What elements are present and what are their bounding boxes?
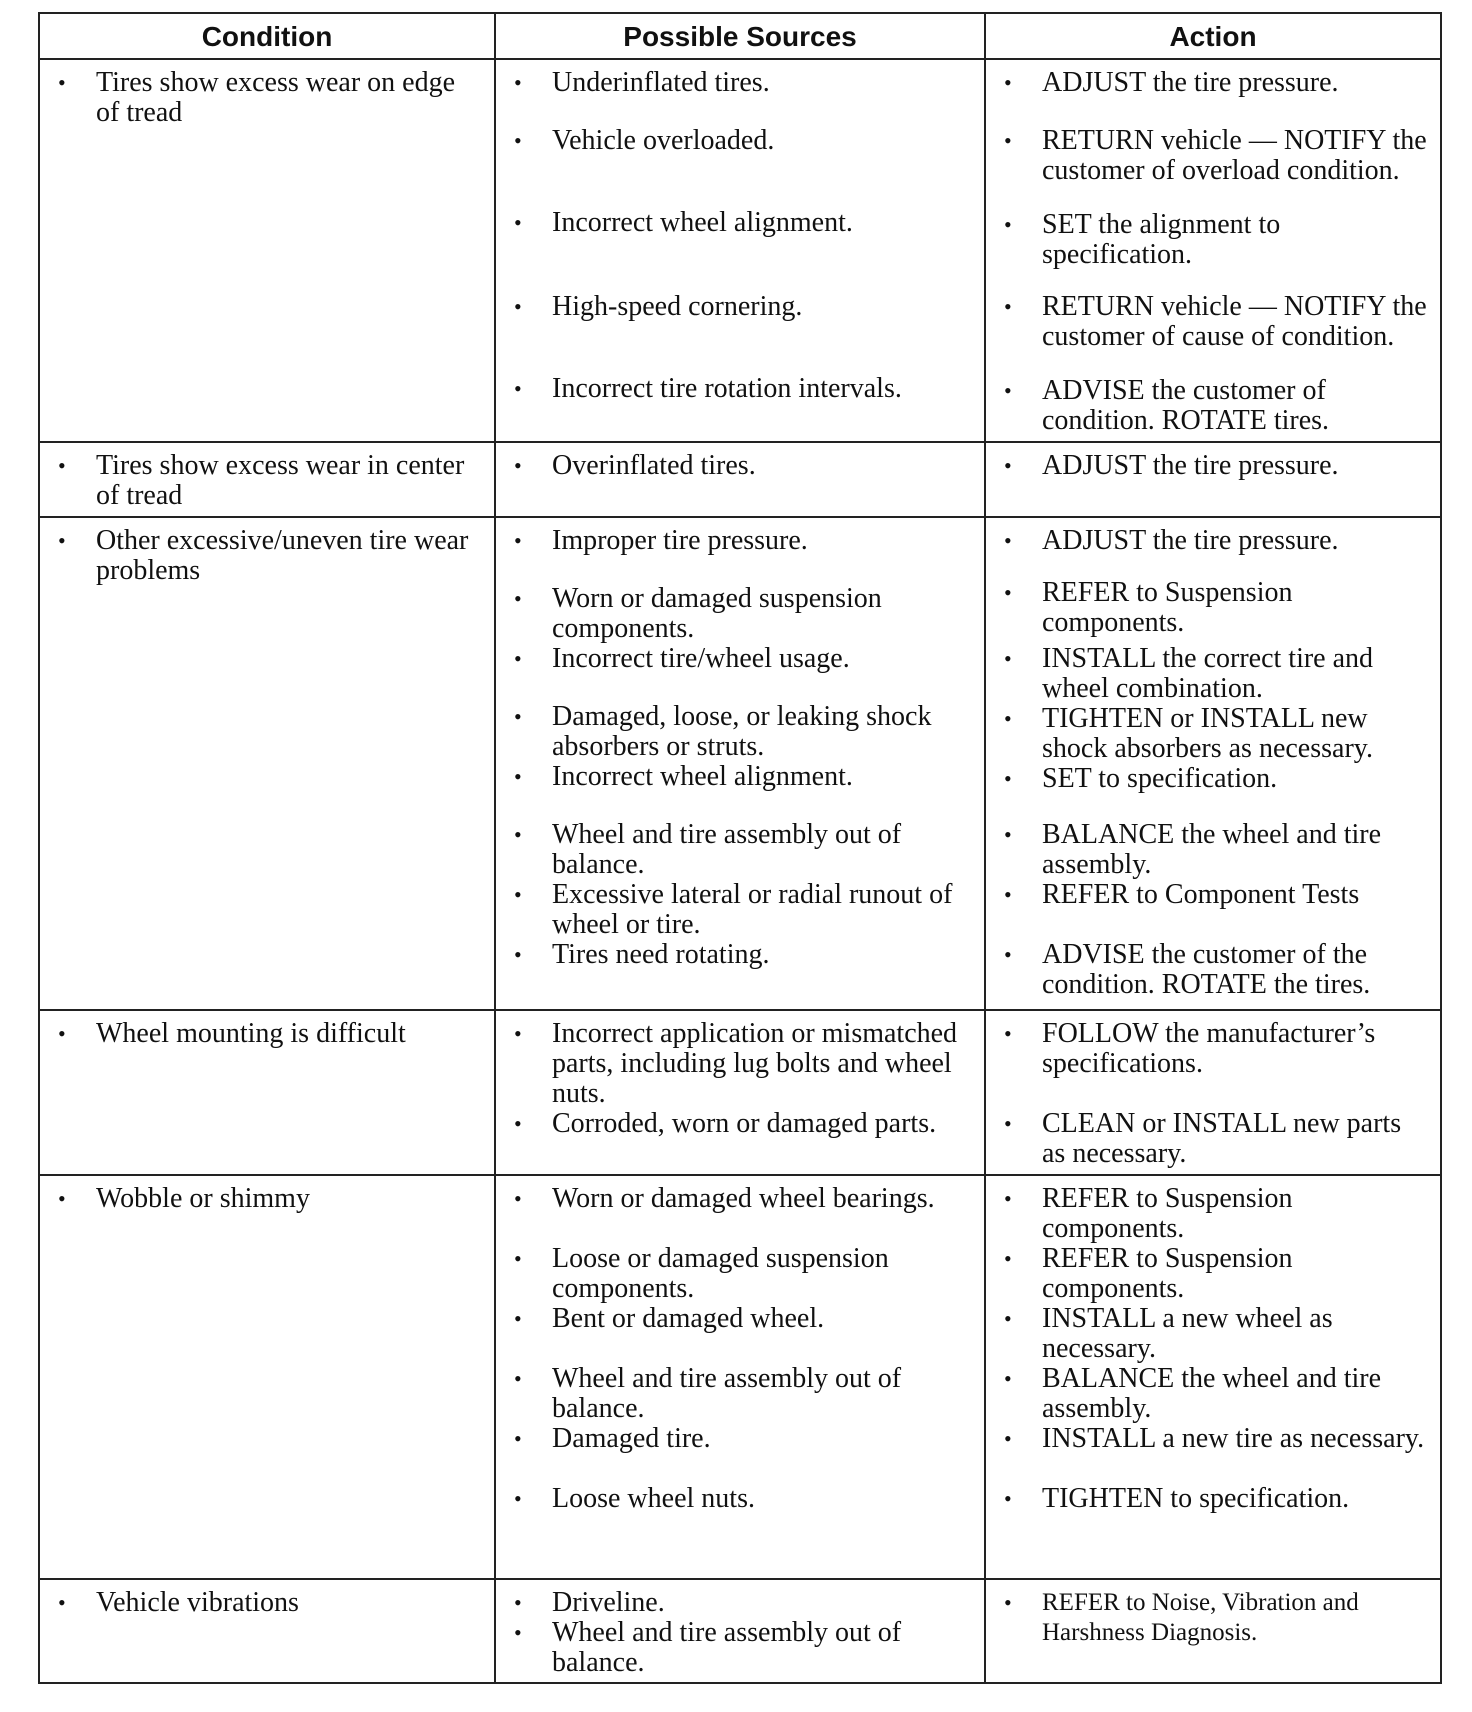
action-item: SET the alignment to specification. [1042,209,1281,270]
bullet-icon: • [58,1589,66,1615]
actions-cell [985,1175,1441,1578]
action-item: BALANCE the wheel and tire assembly. [1042,1363,1382,1425]
bullet-icon: • [514,376,522,401]
action-item: INSTALL a new tire as necessary. [1042,1423,1425,1455]
bullet-icon: • [514,1426,522,1452]
table-row [39,1010,1441,1175]
condition-cell [39,517,495,1011]
bullet-icon: • [1004,1021,1012,1047]
action-item: REFER to Suspension components. [1042,1183,1293,1245]
sources-cell [495,517,985,1011]
source-item: Incorrect wheel alignment. [552,760,853,792]
source-item: Damaged, loose, or leaking shock absorbers or struts. [552,700,932,762]
bullet-icon: • [1004,645,1012,671]
actions-cell [985,59,1441,442]
actions-cell [985,442,1441,516]
sources-cell [495,1579,985,1683]
action-item: INSTALL a new wheel as necessary. [1042,1303,1333,1365]
bullet-icon: • [1004,70,1012,95]
source-item: Loose or damaged suspension components. [552,1243,889,1305]
actions-cell [985,1010,1441,1175]
condition-cell [39,1175,495,1578]
bullet-icon: • [1004,821,1012,847]
bullet-icon: • [1004,212,1012,237]
table-row [39,517,1441,1011]
action-item: RETURN vehicle — NOTIFY the customer of overload condition. [1042,125,1427,186]
action-item: ADJUST the tire pressure. [1042,524,1339,556]
action-item: SET to specification. [1042,762,1278,794]
source-item: Wheel and tire assembly out of balance. [552,1363,902,1425]
bullet-icon: • [514,453,522,479]
source-item: Worn or damaged wheel bearings. [552,1183,935,1215]
header-action: Action [985,13,1441,59]
bullet-icon: • [58,527,66,553]
bullet-icon: • [1004,128,1012,153]
condition-text: Wobble or shimmy [96,1183,310,1215]
source-item: Incorrect application or mismatched parts, including lug bolts and wheel nuts. [552,1018,958,1110]
bullet-icon: • [1004,1486,1012,1512]
table-row [39,442,1441,516]
source-item: Underinflated tires. [552,67,770,98]
condition-text: Other excessive/uneven tire wear problems [96,524,469,586]
source-item: Incorrect tire rotation intervals. [552,373,902,404]
bullet-icon: • [514,585,522,611]
source-item: Incorrect tire/wheel usage. [552,642,850,674]
action-item: REFER to Noise, Vibration and Harshness Diagnosis. [1042,1588,1359,1646]
bullet-icon: • [514,1306,522,1332]
condition-text: Tires show excess wear on edge of tread [96,67,455,128]
source-item: Overinflated tires. [552,450,756,482]
bullet-icon: • [1004,527,1012,553]
bullet-icon: • [514,70,522,95]
action-item: ADVISE the customer of condition. ROTATE tires. [1042,375,1330,436]
action-item: RETURN vehicle — NOTIFY the customer of cause of condition. [1042,291,1427,352]
action-item: TIGHTEN to specification. [1042,1483,1350,1515]
action-item: BALANCE the wheel and tire assembly. [1042,818,1382,880]
bullet-icon: • [1004,453,1012,479]
actions-cell [985,1579,1441,1683]
source-item: Improper tire pressure. [552,524,808,556]
bullet-icon: • [1004,941,1012,967]
sources-cell [495,1175,985,1578]
bullet-icon: • [1004,1589,1012,1615]
bullet-icon: • [514,1021,522,1047]
action-item: CLEAN or INSTALL new parts as necessary. [1042,1108,1402,1170]
header-condition: Condition [39,13,495,59]
action-item: INSTALL the correct tire and wheel combination. [1042,642,1374,704]
bullet-icon: • [514,821,522,847]
bullet-icon: • [514,1186,522,1212]
source-item: Corroded, worn or damaged parts. [552,1108,937,1140]
source-item: Worn or damaged suspension components. [552,582,882,644]
condition-text: Wheel mounting is difficult [96,1018,406,1050]
sources-cell [495,1010,985,1175]
bullet-icon: • [514,210,522,235]
action-item: REFER to Component Tests [1042,878,1360,910]
bullet-icon: • [1004,1111,1012,1137]
bullet-icon: • [1004,579,1012,605]
bullet-icon: • [514,128,522,153]
source-item: Damaged tire. [552,1423,711,1455]
bullet-icon: • [514,1246,522,1272]
bullet-icon: • [514,763,522,789]
source-item: Loose wheel nuts. [552,1483,755,1515]
bullet-icon: • [1004,1306,1012,1332]
actions-cell [985,517,1441,1011]
bullet-icon: • [58,70,66,95]
action-item: FOLLOW the manufacturer’s specifications. [1042,1018,1376,1080]
header-possible-sources: Possible Sources [495,13,985,59]
bullet-icon: • [514,1589,522,1615]
bullet-icon: • [1004,1366,1012,1392]
sources-cell [495,59,985,442]
table-row [39,59,1441,442]
bullet-icon: • [514,881,522,907]
bullet-icon: • [1004,1426,1012,1452]
source-item: Vehicle overloaded. [552,125,775,156]
bullet-icon: • [1004,378,1012,403]
source-item: Wheel and tire assembly out of balance. [552,818,902,880]
bullet-icon: • [514,1619,522,1645]
condition-cell [39,1010,495,1175]
action-item: REFER to Suspension components. [1042,1243,1293,1305]
table-row [39,1579,1441,1683]
condition-cell [39,442,495,516]
bullet-icon: • [1004,881,1012,907]
action-item: ADJUST the tire pressure. [1042,67,1339,98]
source-item: Excessive lateral or radial runout of wheel or tire. [552,878,953,940]
bullet-icon: • [514,1366,522,1392]
condition-cell [39,59,495,442]
bullet-icon: • [1004,765,1012,791]
bullet-icon: • [514,703,522,729]
action-item: TIGHTEN or INSTALL new shock absorbers as necessary. [1042,702,1373,764]
table-row [39,1175,1441,1578]
bullet-icon: • [514,645,522,671]
source-item: Incorrect wheel alignment. [552,207,853,238]
bullet-icon: • [514,941,522,967]
bullet-icon: • [514,1111,522,1137]
bullet-icon: • [1004,1186,1012,1212]
action-item: ADJUST the tire pressure. [1042,450,1339,482]
bullet-icon: • [514,527,522,553]
bullet-icon: • [58,453,66,479]
condition-text: Tires show excess wear in center of tread [96,450,465,512]
condition-text: Vehicle vibrations [96,1586,299,1618]
action-item: ADVISE the customer of the condition. ROTATE the tires. [1042,938,1371,1000]
bullet-icon: • [58,1186,66,1212]
bullet-icon: • [514,294,522,319]
source-item: Bent or damaged wheel. [552,1303,825,1335]
source-item: Wheel and tire assembly out of balance. [552,1616,902,1678]
bullet-icon: • [1004,294,1012,319]
bullet-icon: • [1004,705,1012,731]
bullet-icon: • [1004,1246,1012,1272]
diagnosis-table [38,12,1442,1684]
source-item: Tires need rotating. [552,938,770,970]
source-item: High-speed cornering. [552,291,803,322]
condition-cell [39,1579,495,1683]
source-item: Driveline. [552,1586,665,1618]
bullet-icon: • [514,1486,522,1512]
header-row [39,13,1441,59]
bullet-icon: • [58,1021,66,1047]
sources-cell [495,442,985,516]
action-item: REFER to Suspension components. [1042,576,1293,638]
